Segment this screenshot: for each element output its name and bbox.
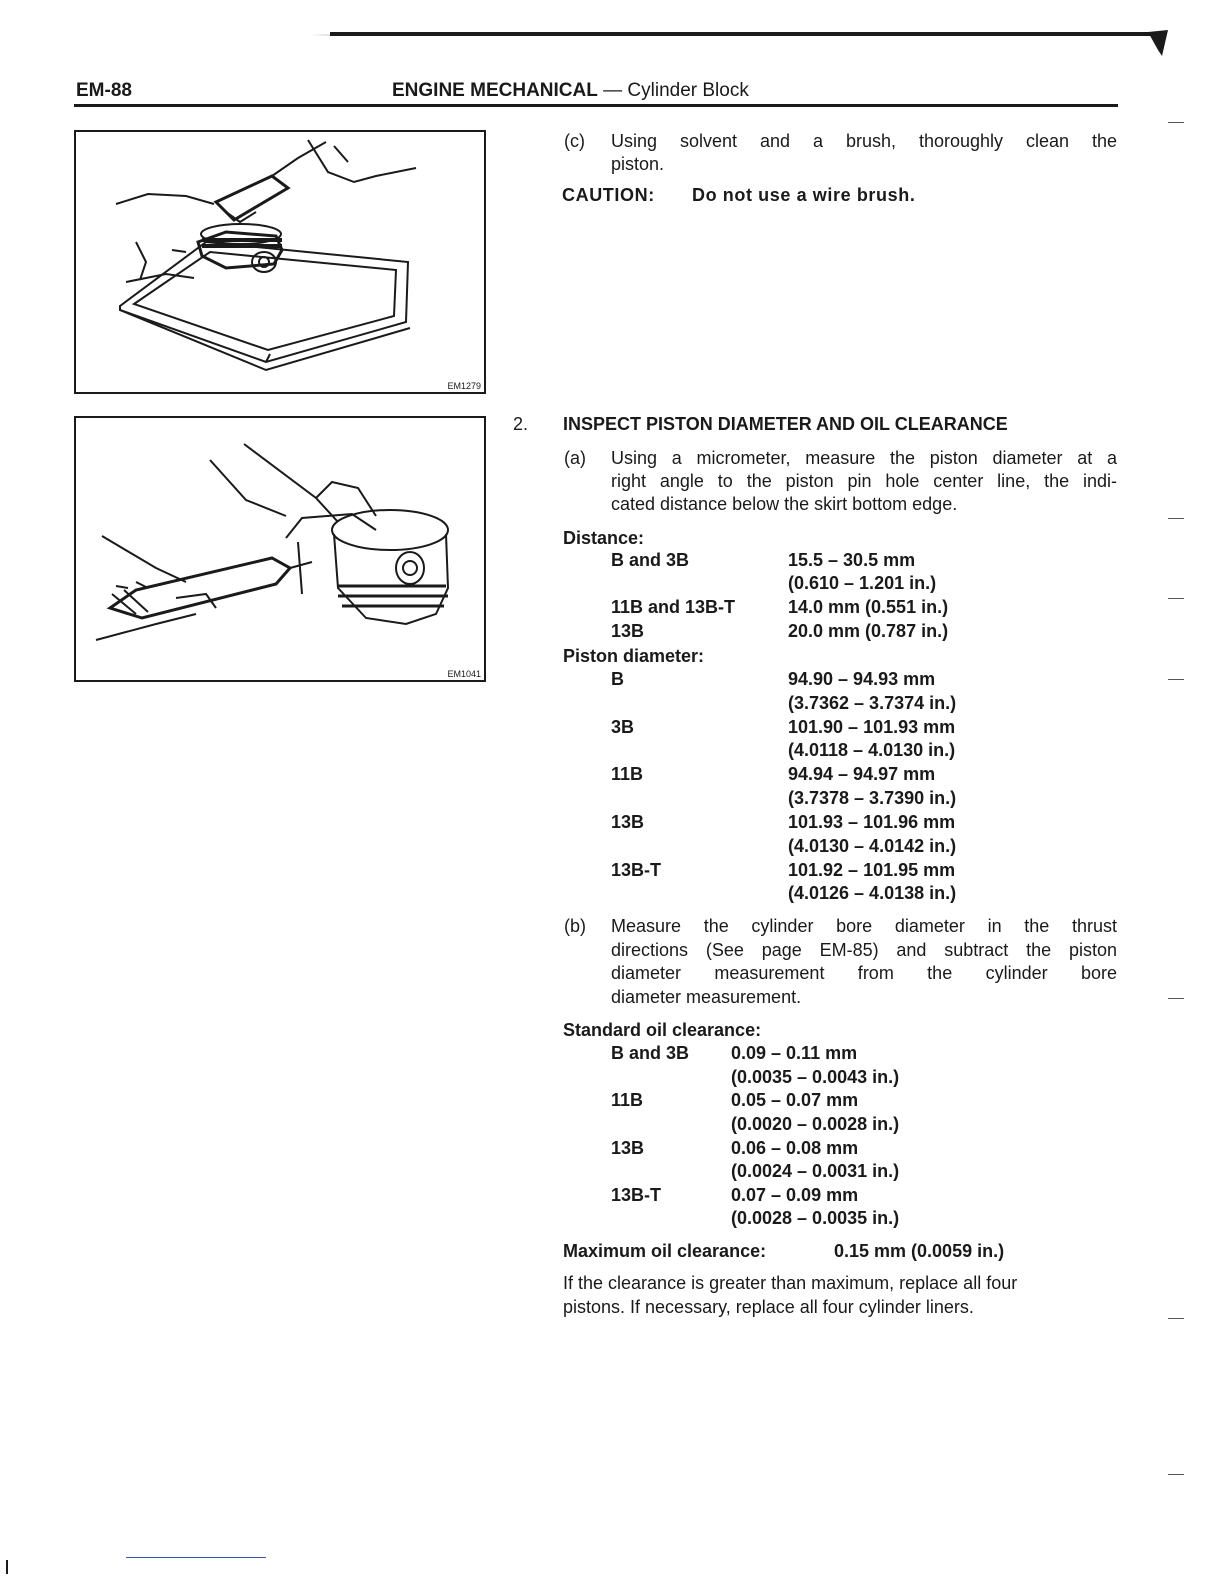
margin-mark: [1168, 679, 1184, 680]
maximum-oil-clearance-label: Maximum oil clearance:: [563, 1241, 767, 1261]
margin-mark: [1168, 1318, 1184, 1319]
clearance-value-in: (0.0020 – 0.0028 in.): [731, 1114, 900, 1134]
figure-piston-cleaning: [74, 130, 486, 394]
margin-mark: [1168, 998, 1184, 999]
diameter-model: B: [611, 669, 624, 689]
piston-diameter-heading: Piston diameter:: [563, 646, 705, 666]
closing-text-line2: pistons. If necessary, replace all four cylinder liners.: [563, 1297, 974, 1317]
step-a-text-line3: cated distance below the skirt bottom edge.: [611, 494, 958, 514]
figure-id: EM1279: [447, 381, 481, 391]
distance-value: 15.5 – 30.5 mm: [788, 550, 916, 570]
section-separator: —: [597, 80, 628, 101]
edge-tick: [6, 1560, 8, 1574]
diameter-value-in: (4.0118 – 4.0130 in.): [788, 740, 956, 760]
page-title: [392, 80, 749, 102]
clearance-value-in: (0.0035 – 0.0043 in.): [731, 1067, 900, 1087]
margin-mark: [1168, 122, 1184, 123]
clearance-model: 11B: [611, 1090, 644, 1110]
step-a-text-line1: Using a micrometer, measure the piston diameter at a: [611, 448, 1117, 468]
standard-oil-clearance-heading: Standard oil clearance:: [563, 1020, 762, 1040]
step-b-text-line1: Measure the cylinder bore diameter in the thrust: [611, 916, 1117, 936]
diameter-model: 13B: [611, 812, 645, 832]
section-heading: INSPECT PISTON DIAMETER AND OIL CLEARANCE: [563, 414, 1008, 434]
diameter-value-in: (4.0126 – 4.0138 in.): [788, 883, 957, 903]
clearance-model: B and 3B: [611, 1043, 690, 1063]
clearance-model: 13B: [611, 1138, 645, 1158]
section-number: 2.: [513, 414, 529, 434]
step-b-text-line3: diameter measurement from the cylinder bore: [611, 963, 1117, 983]
diameter-value-mm: 94.94 – 94.97 mm: [788, 764, 936, 784]
diameter-value-mm: 101.90 – 101.93 mm: [788, 717, 956, 737]
clearance-value-in: (0.0024 – 0.0031 in.): [731, 1161, 900, 1181]
diameter-model: 11B: [611, 764, 644, 784]
diameter-value-mm: 101.93 – 101.96 mm: [788, 812, 956, 832]
maximum-oil-clearance-value: 0.15 mm (0.0059 in.): [834, 1241, 1005, 1261]
clearance-value-mm: 0.07 – 0.09 mm: [731, 1185, 859, 1205]
distance-value: 20.0 mm (0.787 in.): [788, 621, 949, 641]
step-b-label: (b): [564, 916, 586, 936]
diameter-value-mm: 101.92 – 101.95 mm: [788, 860, 956, 880]
diameter-value-in: (3.7362 – 3.7374 in.): [788, 693, 957, 713]
caution-text: Do not use a wire brush.: [692, 185, 916, 205]
distance-model: 13B: [611, 621, 645, 641]
figure-id: EM1041: [447, 669, 481, 679]
step-c-label: (c): [564, 131, 585, 151]
step-c-text-line2: piston.: [611, 154, 665, 174]
header-rule: [74, 104, 1118, 107]
top-rule: [330, 32, 1160, 36]
figure-piston-micrometer: [74, 416, 486, 682]
micrometer-piston-illustration: [76, 418, 484, 680]
distance-model: B and 3B: [611, 550, 690, 570]
diameter-value-in: (4.0130 – 4.0142 in.): [788, 836, 957, 856]
distance-model: 11B and 13B-T: [611, 597, 736, 617]
clearance-value-mm: 0.06 – 0.08 mm: [731, 1138, 859, 1158]
distance-value-in: (0.610 – 1.201 in.): [788, 573, 937, 593]
step-b-text-line4: diameter measurement.: [611, 987, 802, 1007]
diameter-model: 3B: [611, 717, 635, 737]
clearance-value-mm: 0.09 – 0.11 mm: [731, 1043, 858, 1063]
step-c-text-line1: Using solvent and a brush, thoroughly clean the: [611, 131, 1117, 151]
clearance-value-in: (0.0028 – 0.0035 in.): [731, 1208, 900, 1228]
diameter-value-in: (3.7378 – 3.7390 in.): [788, 788, 957, 808]
footer-rule: [126, 1557, 266, 1558]
step-b-text-line2: directions (See page EM-85) and subtract the piston: [611, 940, 1117, 960]
section-title: ENGINE MECHANICAL: [392, 80, 598, 101]
diameter-value-mm: 94.90 – 94.93 mm: [788, 669, 936, 689]
page-number: EM-88: [76, 80, 132, 101]
margin-mark: [1168, 598, 1184, 599]
closing-text-line1: If the clearance is greater than maximum, replace all four: [563, 1273, 1018, 1293]
clearance-value-mm: 0.05 – 0.07 mm: [731, 1090, 859, 1110]
clearance-model: 13B-T: [611, 1185, 662, 1205]
step-a-label: (a): [564, 448, 586, 468]
diameter-model: 13B-T: [611, 860, 662, 880]
step-a-text-line2: right angle to the piston pin hole center line, the indi-: [611, 471, 1117, 491]
caution-label: CAUTION:: [562, 185, 655, 205]
margin-mark: [1168, 518, 1184, 519]
section-subtitle: Cylinder Block: [627, 80, 749, 101]
distance-value: 14.0 mm (0.551 in.): [788, 597, 949, 617]
piston-cleaning-illustration: [76, 132, 484, 392]
margin-mark: [1168, 1474, 1184, 1475]
distance-heading: Distance:: [563, 528, 645, 548]
corner-mark: [1148, 26, 1170, 60]
